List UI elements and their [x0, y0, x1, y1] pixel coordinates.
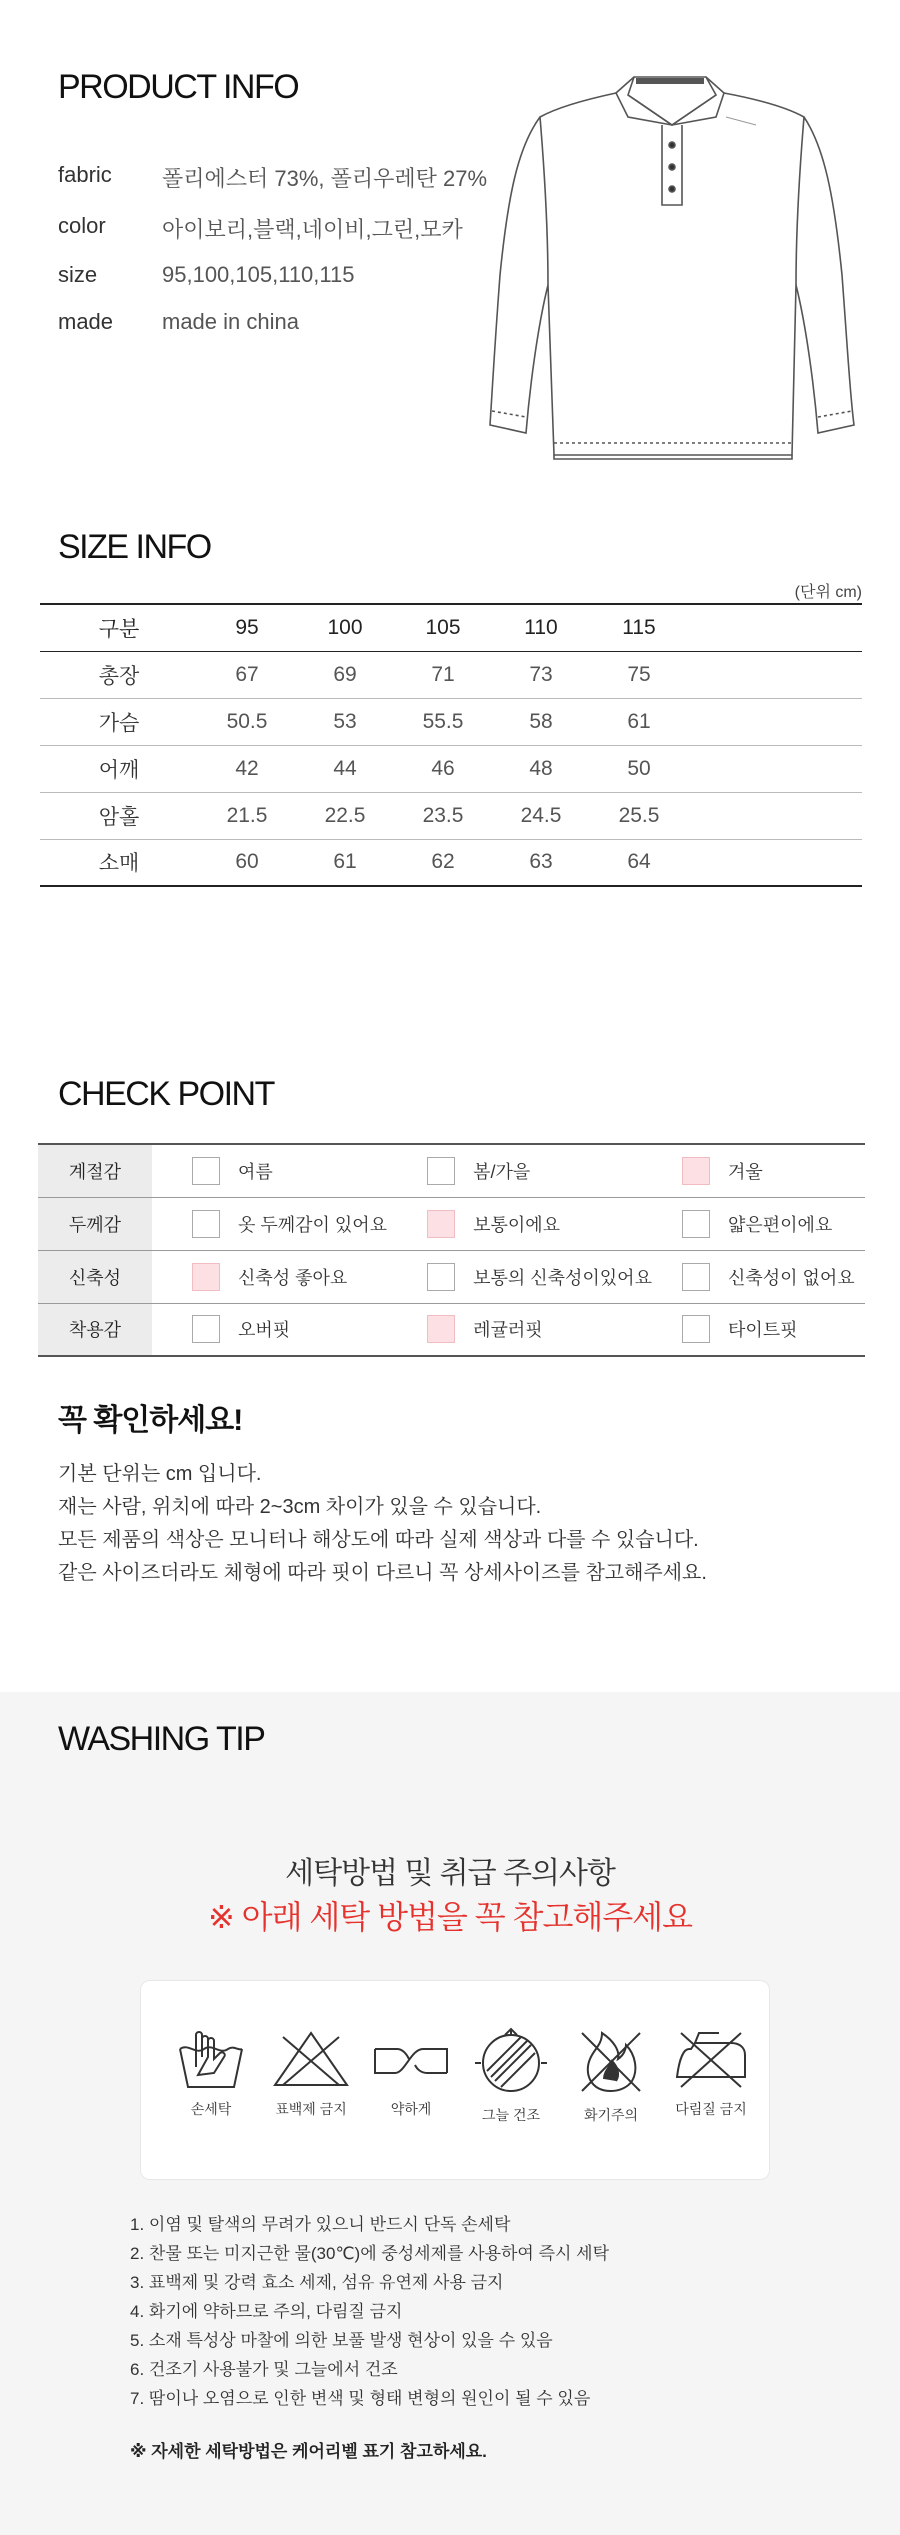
size-header-cell: 100 — [296, 604, 394, 651]
list-item: 2. 찬물 또는 미지근한 물(30℃)에 중성세제를 사용하여 즉시 세탁 — [130, 2244, 609, 2263]
table-cell: 가슴 — [40, 698, 198, 745]
check-row-thickness — [38, 1197, 865, 1250]
polo-shirt-drawing-icon — [478, 55, 866, 475]
product-info-title: PRODUCT INFO — [58, 68, 299, 106]
check-row-stretch — [38, 1250, 865, 1303]
care-icon-label: 화기주의 — [583, 2107, 639, 2123]
hand-wash-icon — [174, 2027, 248, 2091]
checkbox — [192, 1315, 220, 1343]
table-cell: 61 — [296, 839, 394, 886]
table-cell: 42 — [198, 745, 296, 792]
table-row — [40, 651, 862, 698]
table-cell: 58 — [492, 698, 590, 745]
table-cell: 50.5 — [198, 698, 296, 745]
option-label: 여름 — [237, 1161, 273, 1182]
care-icon-item — [661, 2027, 761, 2119]
size-header-cell: 105 — [394, 604, 492, 651]
table-cell: 24.5 — [492, 792, 590, 839]
option-label: 신축성 좋아요 — [237, 1267, 348, 1288]
checkbox — [427, 1157, 455, 1185]
check-row-label: 계절감 — [38, 1144, 152, 1197]
care-icons-panel — [140, 1980, 770, 2180]
table-row — [40, 698, 862, 745]
table-cell: 60 — [198, 839, 296, 886]
size-info-title: SIZE INFO — [58, 528, 211, 566]
option-label: 레귤러핏 — [473, 1320, 543, 1341]
list-item: 5. 소재 특성상 마찰에 의한 보풀 발생 현상이 있을 수 있음 — [130, 2331, 553, 2350]
check-point-table — [38, 1143, 865, 1357]
check-row-label: 착용감 — [38, 1303, 152, 1356]
product-info-row-fabric — [58, 162, 487, 193]
table-cell: 69 — [296, 651, 394, 698]
table-row — [40, 792, 862, 839]
checkbox — [682, 1157, 710, 1185]
unit-label: (단위 cm) — [794, 584, 862, 601]
checkbox — [192, 1157, 220, 1185]
color-value: 아이보리,블랙,네이비,그린,모카 — [162, 217, 463, 242]
checkbox — [682, 1263, 710, 1291]
fabric-label: fabric — [58, 162, 112, 187]
washing-heading: 세탁방법 및 취급 주의사항 — [285, 1857, 615, 1890]
option-label: 보통이에요 — [473, 1214, 561, 1235]
check-point-title: CHECK POINT — [58, 1075, 274, 1113]
size-header-cell: 구분 — [40, 604, 198, 651]
table-cell: 21.5 — [198, 792, 296, 839]
size-value: 95,100,105,110,115 — [162, 262, 355, 287]
checkbox — [682, 1315, 710, 1343]
washing-subheading: ※ 아래 세탁 방법을 꼭 참고해주세요 — [207, 1899, 693, 1935]
checkbox — [682, 1210, 710, 1238]
checkbox — [427, 1210, 455, 1238]
list-item: 1. 이염 및 탈색의 무려가 있으니 반드시 단독 손세탁 — [130, 2215, 511, 2234]
table-cell: 75 — [590, 651, 688, 698]
table-row — [40, 839, 862, 886]
care-icon-item — [361, 2027, 461, 2119]
option-label: 옷 두께감이 있어요 — [237, 1214, 388, 1235]
notice-line: 같은 사이즈더라도 체형에 따라 핏이 다르니 꼭 상세사이즈를 참고해주세요. — [58, 1562, 707, 1584]
option-label: 얇은편이에요 — [727, 1214, 833, 1235]
list-item: 4. 화기에 약하므로 주의, 다림질 금지 — [130, 2302, 403, 2321]
care-icon-label: 표백제 금지 — [275, 2101, 347, 2117]
care-label-note: ※ 자세한 세탁방법은 케어리벨 표기 참고하세요. — [130, 2442, 487, 2461]
table-cell: 71 — [394, 651, 492, 698]
check-row-label: 두께감 — [38, 1197, 152, 1250]
no-iron-icon — [671, 2027, 751, 2091]
table-cell: 총장 — [40, 651, 198, 698]
size-header-cell: 95 — [198, 604, 296, 651]
table-cell: 25.5 — [590, 792, 688, 839]
care-icon-item — [161, 2027, 261, 2119]
fabric-value: 폴리에스터 73%, 폴리우레탄 27% — [162, 166, 488, 191]
size-header-cell: 115 — [590, 604, 688, 651]
check-row-season — [38, 1144, 865, 1197]
checkbox — [192, 1210, 220, 1238]
size-table-header — [40, 604, 862, 651]
option-label: 봄/가을 — [473, 1161, 531, 1182]
option-label: 보통의 신축성이있어요 — [473, 1267, 652, 1288]
list-item: 6. 건조기 사용불가 및 그늘에서 건조 — [130, 2360, 398, 2379]
option-label: 겨울 — [727, 1161, 763, 1182]
list-item: 7. 땀이나 오염으로 인한 변색 및 형태 변형의 원인이 될 수 있음 — [130, 2389, 591, 2408]
made-label: made — [58, 309, 114, 334]
table-cell: 22.5 — [296, 792, 394, 839]
table-cell: 23.5 — [394, 792, 492, 839]
check-row-fit — [38, 1303, 865, 1356]
table-cell: 46 — [394, 745, 492, 792]
table-cell: 암홀 — [40, 792, 198, 839]
table-cell: 63 — [492, 839, 590, 886]
table-cell: 55.5 — [394, 698, 492, 745]
table-cell: 44 — [296, 745, 394, 792]
size-header-cell: 110 — [492, 604, 590, 651]
notice-line: 모든 제품의 색상은 모니터나 해상도에 따라 실제 색상과 다를 수 있습니다. — [58, 1529, 699, 1551]
size-label: size — [58, 262, 98, 287]
table-cell: 73 — [492, 651, 590, 698]
table-cell: 소매 — [40, 839, 198, 886]
notice-text — [58, 1458, 707, 1590]
option-label: 오버핏 — [237, 1320, 291, 1341]
care-icon-item — [461, 2027, 561, 2125]
table-cell: 61 — [590, 698, 688, 745]
table-cell: 어깨 — [40, 745, 198, 792]
care-icon-label: 다림질 금지 — [675, 2101, 747, 2117]
table-cell: 53 — [296, 698, 394, 745]
table-cell: 48 — [492, 745, 590, 792]
product-info-row-size — [58, 262, 354, 288]
notice-title: 꼭 확인하세요! — [58, 1404, 243, 1437]
washing-instructions — [130, 2210, 609, 2413]
color-label: color — [58, 213, 106, 238]
size-table — [40, 603, 862, 887]
product-info-row-color — [58, 213, 463, 244]
care-icon-label: 그늘 건조 — [482, 2107, 540, 2123]
care-icon-label: 약하게 — [390, 2101, 432, 2117]
flammable-icon — [574, 2027, 648, 2097]
care-icon-label: 손세탁 — [190, 2101, 232, 2117]
table-row — [40, 745, 862, 792]
table-cell: 64 — [590, 839, 688, 886]
option-label: 타이트핏 — [727, 1320, 798, 1341]
no-bleach-icon — [269, 2027, 353, 2091]
checkbox — [192, 1263, 220, 1291]
notice-line: 재는 사람, 위치에 따라 2~3cm 차이가 있을 수 있습니다. — [58, 1496, 542, 1518]
check-row-label: 신축성 — [38, 1250, 152, 1303]
table-cell: 50 — [590, 745, 688, 792]
care-icon-item — [261, 2027, 361, 2119]
checkbox — [427, 1263, 455, 1291]
shade-dry-icon — [471, 2027, 551, 2097]
gentle-wring-icon — [371, 2027, 451, 2091]
checkbox — [427, 1315, 455, 1343]
notice-line: 기본 단위는 cm 입니다. — [58, 1463, 262, 1485]
made-value: made in china — [162, 309, 299, 334]
product-info-row-made — [58, 309, 299, 335]
table-cell: 62 — [394, 839, 492, 886]
table-cell: 67 — [198, 651, 296, 698]
list-item: 3. 표백제 및 강력 효소 세제, 섬유 유연제 사용 금지 — [130, 2273, 504, 2292]
care-icon-item — [561, 2027, 661, 2125]
washing-tip-title: WASHING TIP — [58, 1720, 265, 1758]
option-label: 신축성이 없어요 — [727, 1267, 855, 1288]
